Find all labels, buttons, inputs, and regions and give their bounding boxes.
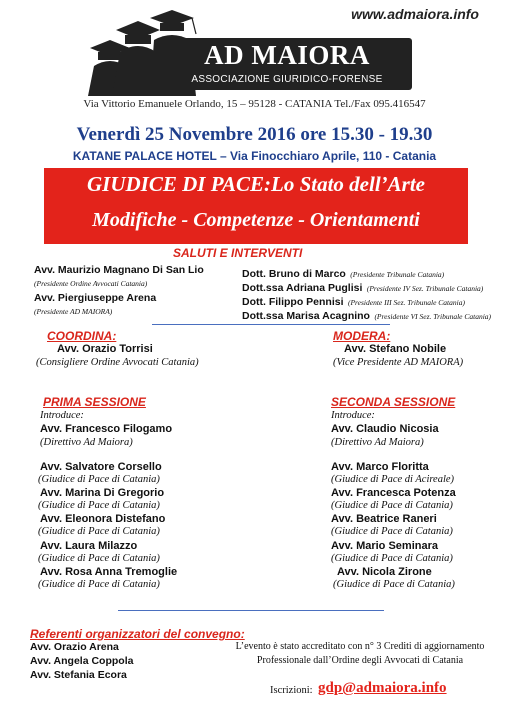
modera-heading: MODERA:: [333, 329, 391, 343]
greeting-role: (Presidente IV Sez. Tribunale Catania): [366, 284, 484, 293]
greeting-role: (Presidente VI Sez. Tribunale Catania): [374, 312, 492, 321]
speaker-role: (Giudice di Pace di Catania): [331, 500, 453, 511]
introducer-name: Avv. Claudio Nicosia: [331, 423, 439, 435]
speaker-name: Avv. Francesca Potenza: [331, 487, 456, 499]
event-subtitle: Modifiche - Competenze - Orientamenti: [92, 209, 420, 231]
speaker-name: Avv. Beatrice Raneri: [331, 513, 437, 525]
credits-line: Professionale dall’Ordine degli Avvocati di Catania: [256, 655, 464, 666]
registration-email[interactable]: gdp@admaiora.info: [318, 680, 447, 696]
speaker-name: Avv. Eleonora Distefano: [40, 513, 166, 525]
speaker-role: (Giudice di Pace di Acireale): [331, 474, 455, 485]
speaker-name: Avv. Rosa Anna Tremoglie: [40, 566, 178, 578]
introduce-label: Introduce:: [331, 410, 375, 421]
speaker-name: Avv. Nicola Zirone: [337, 566, 432, 578]
coordina-name: Avv. Orazio Torrisi: [57, 343, 153, 355]
first-session-heading: PRIMA SESSIONE: [43, 395, 146, 409]
organizer-name: Avv. Stefania Ecora: [30, 669, 127, 681]
speaker-role: (Giudice di Pace di Catania): [38, 474, 160, 485]
greeting-name: Dott.ssa Adriana Puglisi: [242, 282, 363, 294]
coordina-heading: COORDINA:: [47, 329, 117, 343]
greeting-name: Dott. Bruno di Marco: [242, 268, 346, 280]
organizer-name: Avv. Orazio Arena: [30, 641, 119, 653]
greeting-name: Avv. Piergiuseppe Arena: [34, 292, 157, 304]
speaker-role: (Giudice di Pace di Catania): [333, 579, 455, 590]
speaker-role: (Giudice di Pace di Catania): [38, 553, 160, 564]
speaker-name: Avv. Marco Floritta: [331, 461, 429, 473]
speaker-name: Avv. Marina Di Gregorio: [40, 487, 165, 499]
speaker-name: Avv. Mario Seminara: [331, 540, 438, 552]
divider: [152, 324, 390, 325]
speaker-name: Avv. Salvatore Corsello: [40, 461, 162, 473]
greeting-name: Avv. Maurizio Magnano Di San Lio: [34, 264, 204, 276]
speaker-role: (Giudice di Pace di Catania): [38, 526, 160, 537]
speaker-role: (Giudice di Pace di Catania): [38, 579, 160, 590]
introduce-label: Introduce:: [40, 410, 84, 421]
greeting-role: (Presidente Ordine Avvocati Catania): [34, 279, 148, 288]
event-date: Venerdì 25 Novembre 2016 ore 15.30 - 19.30: [76, 124, 433, 145]
speaker-role: (Giudice di Pace di Catania): [331, 553, 453, 564]
introducer-name: Avv. Francesco Filogamo: [40, 423, 173, 435]
modera-role: (Vice Presidente AD MAIORA): [333, 357, 464, 368]
introducer-role: (Direttivo Ad Maiora): [331, 437, 424, 448]
greeting-role: (Presidente Tribunale Catania): [350, 270, 445, 279]
logo-subtitle: ASSOCIAZIONE GIURIDICO-FORENSE: [191, 74, 383, 85]
credits-line: L’evento è stato accreditato con n° 3 Crediti di aggiornamento: [235, 641, 485, 652]
event-venue: KATANE PALACE HOTEL – Via Finocchiaro Aprile, 110 - Catania: [72, 149, 437, 163]
speaker-role: (Giudice di Pace di Catania): [331, 526, 453, 537]
speaker-name: Avv. Laura Milazzo: [40, 540, 138, 552]
greeting-role: (Presidente III Sez. Tribunale Catania): [347, 298, 465, 307]
organizers-heading: Referenti organizzatori del convegno:: [30, 627, 245, 641]
organizer-name: Avv. Angela Coppola: [30, 655, 134, 667]
modera-name: Avv. Stefano Nobile: [344, 343, 447, 355]
greeting-name: Dott. Filippo Pennisi: [242, 296, 344, 308]
event-title: GIUDICE DI PACE:Lo Stato dell’Arte: [87, 172, 425, 196]
second-session-heading: SECONDA SESSIONE: [331, 395, 456, 409]
divider: [118, 610, 384, 611]
address-line: Via Vittorio Emanuele Orlando, 15 – 95128 - CATANIA Tel./Fax 095.416547: [83, 98, 426, 110]
coordina-role: (Consigliere Ordine Avvocati Catania): [36, 357, 199, 368]
registration-label: Iscrizioni:: [270, 685, 313, 696]
website-url[interactable]: www.admaiora.info: [351, 6, 479, 22]
logo-title: AD MAIORA: [204, 40, 370, 70]
introducer-role: (Direttivo Ad Maiora): [40, 437, 133, 448]
greetings-heading: SALUTI E INTERVENTI: [173, 246, 303, 260]
speaker-role: (Giudice di Pace di Catania): [38, 500, 160, 511]
greeting-role: (Presidente AD MAIORA): [34, 307, 113, 316]
greeting-row: [242, 306, 491, 324]
greeting-name: Dott.ssa Marisa Acagnino: [242, 310, 370, 322]
